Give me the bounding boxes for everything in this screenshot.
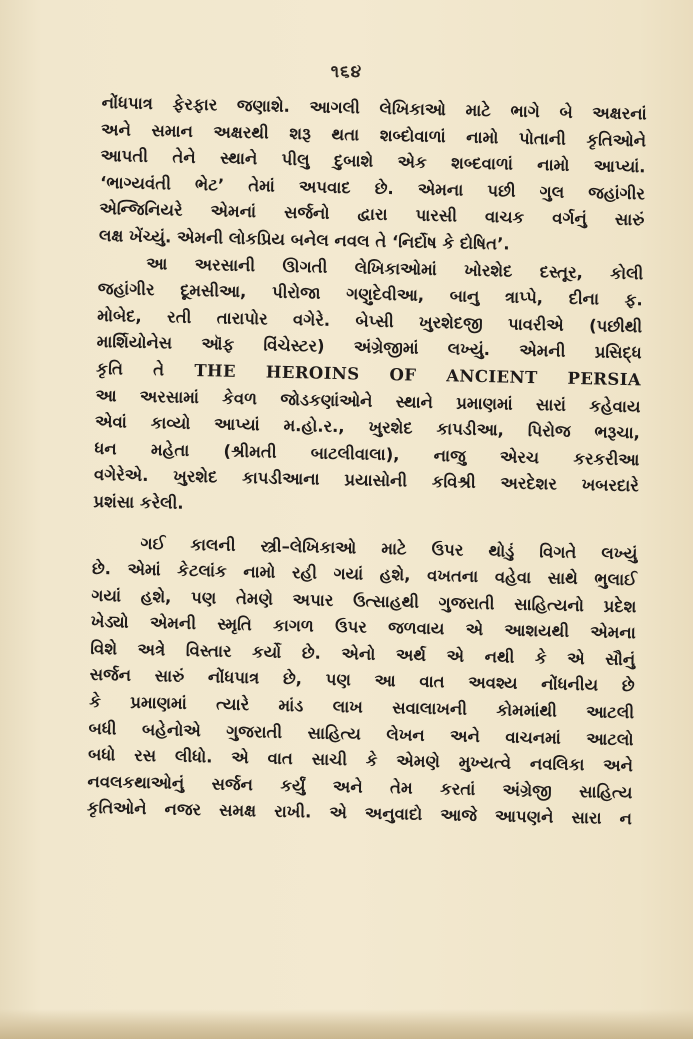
text-line: ખેડ્યો એમની સ્મૃતિ કાગળ ઉપર જળવાય એ આશયથી એમના <box>90 612 636 643</box>
text-line: નોંધપાત્ર ફેરફાર જણાશે. આગલી લેખિકાઓ માટે ભાગે બે અક્ષરનાં <box>101 92 647 124</box>
text-line: બધી બહેનોએ ગુજરાતી સાહિત્ય લેખન અને વાચનમાં આટલો <box>88 718 634 749</box>
text-line: ગઈ કાલની સ્ત્રી–લેખિકાઓ માટે ઉપર થોડું વિગતે લખ્યું <box>140 533 638 563</box>
text-line: નવલકથાઓનું સર્જન કર્યું અને તેમ કરતાં અંગ્રેજી સાહિત્ય <box>87 771 633 803</box>
text-line-english-title: કૃતિ તે THE HEROINS OF ANCIENT PERSIA <box>95 358 642 390</box>
page-number: ૧૬૪ <box>330 62 363 82</box>
text-line: અને સમાન અક્ષરથી શરૂ થતા શબ્દોવાળાં નામો પોતાની કૃતિઓને <box>100 119 647 150</box>
text-line: પ્રશંસા કરેલી. <box>93 491 184 513</box>
text-line: વિશે અત્રે વિસ્તાર કર્યો છે. એનો અર્થ એ નથી કે એ સૌનું <box>90 638 636 670</box>
page-bottom-edge <box>0 1009 693 1039</box>
text-line: લક્ષ ખેંચ્યું. એમની લોકપ્રિય બનેલ નવલ તે ‘નિર્દોષ કે દોષિત’. <box>98 225 510 254</box>
text-line: જહાંગીર દૂમસીઆ, પીરોજા ગણુદેવીઆ, બાનુ ત્રાપ્પે, દીના ફ. <box>97 279 643 310</box>
text-line: ગયાં હશે, પણ તેમણે અપાર ઉત્સાહથી ગુજરાતી સાહિત્યનો પ્રદેશ <box>91 585 637 616</box>
text-line: એન્જિનિયરે એમનાં સર્જનો દ્વારા પારસી વાચક વર્ગનું સારું <box>99 199 645 230</box>
text-line: ‘ભાગ્યવંતી ભેટ’ તેમાં અપવાદ છે. એમના પછી ગુલ જહાંગીર <box>99 172 646 204</box>
text-line: છે. એમાં કેટલાંક નામો રહી ગયાં હશે, વખતના વહેવા સાથે ભુલાઈ <box>91 558 638 590</box>
text-line: કૃતિઓને નજર સમક્ષ રાખી. એ અનુવાદો આજે આપણને સારા ન <box>86 798 633 829</box>
text-line: એવાં કાવ્યો આપ્યાં મ.હો.ર., ખુરશેદ કાપડીઆ, પિરોજ ભરૂચા, <box>94 412 641 443</box>
text-line: બધો રસ લીધો. એ વાત સાચી કે એમણે મુખ્યત્વે નવલિકા અને <box>87 745 634 776</box>
text-line: કે પ્રમાણમાં ત્યારે માંડ લાખ સવાલાખની કોમમાંથી આટલી <box>88 691 635 723</box>
text-line: સર્જન સારું નોંધપાત્ર છે, પણ આ વાત અવશ્ય નોંધનીય છે <box>89 665 635 696</box>
text-line: ધન મહેતા (શ્રીમતી બાટલીવાલા), નાજુ એરચ કરકરીઆ <box>94 438 640 470</box>
text-line: આ અરસામાં કેવળ જોડકણાંઓને સ્થાને પ્રમાણમાં સારાં કહેવાય <box>95 385 641 416</box>
text-line: આ અરસાની ઊગતી લેખિકાઓમાં ખોરશેદ દસ્તૂર, કોલી <box>146 253 644 283</box>
text-line: મોબેદ, રતી તારાપોર વગેરે. બેપ્સી ખુરશેદજી પાવરીએ (પછીથી <box>97 305 643 337</box>
text-line: વગેરેએ. ખુરશેદ કાપડીઆના પ્રયાસોની કવિશ્રી અરદેશર ખબરદારે <box>93 465 640 496</box>
text-line: આપતી તેને સ્થાને પીલુ દુબાશે એક શબ્દવાળાં નામો આપ્યાં. <box>100 146 646 177</box>
body-text <box>87 90 647 833</box>
text-line: માર્શિયોનેસ ઑફ વિંચેસ્ટર) અંગ્રેજીમાં લખ્યું. એમની પ્રસિદ્ધ <box>96 332 642 363</box>
